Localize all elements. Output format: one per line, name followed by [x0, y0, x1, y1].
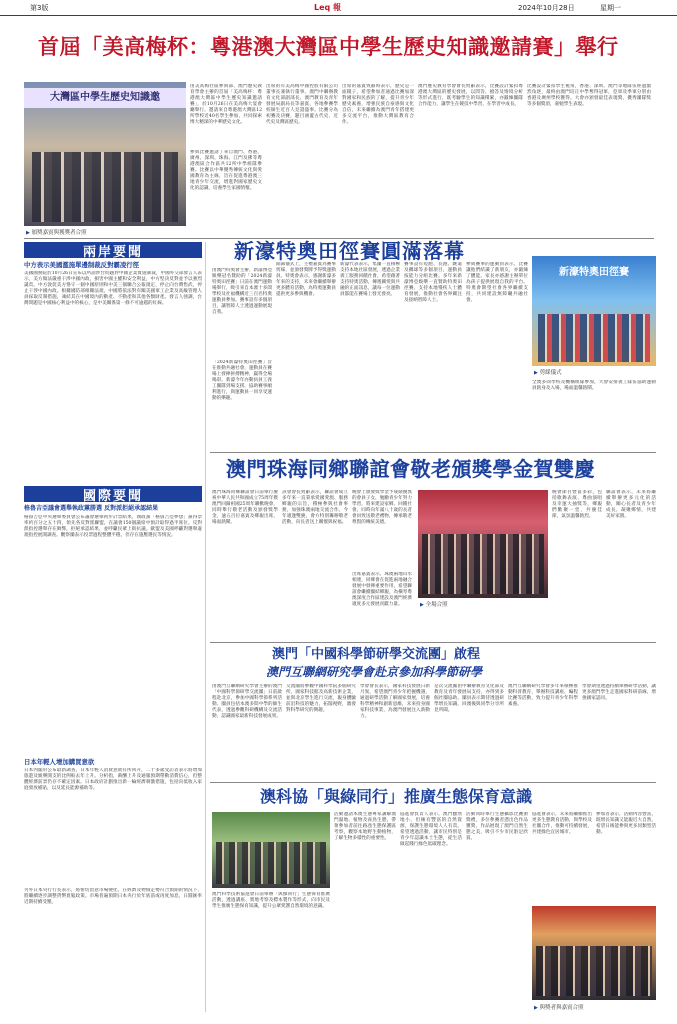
section-title-international: 國際要聞: [24, 486, 202, 502]
triangle-icon: ▶: [26, 230, 30, 236]
story2-col-3: 開幕儀式上，主禮嘉賓為賽事剪綵，並頒發獎牌予得獎運動員。特奧會表示，感謝新濠多年來的支持，未來會繼續舉辦更多體育活動，為特奧運動員提供更多參與機會。: [276, 262, 336, 297]
story2-col-1: 由澳門特奧會主辦、新濠博亞娛樂冠名贊助的「2024新濠特奧田徑賽」日前在澳門運動場舉行，吸引來自本澳十多間學校及社福機構近三百名特奧運動員參加。賽事設有多個項目，讓智障人士透過運動展現自我。: [212, 268, 272, 315]
divider: [210, 452, 656, 453]
section-title-cross-strait: 兩岸要聞: [24, 242, 202, 258]
people-row: [422, 534, 544, 594]
lead-photo-caption: ▶ 頒獎嘉賓與獲獎者合照: [26, 230, 87, 236]
sidebar-story4-body: 另外日本央行行長表示，將密切留意市場變化，在經濟及物價走勢符合預期的情況下，將繼續逐步調整貨幣寬鬆政策。市場普遍預期日本央行於年底前或再度加息，日圓匯率近期持續受壓。: [24, 888, 202, 905]
sidebar-story3-head: 日本年輕人增加購買意欲: [24, 758, 95, 766]
masthead: Leq 報: [314, 3, 342, 12]
story2-photo: [532, 256, 656, 366]
story5-photo: [212, 812, 330, 888]
story2-col-6: 參與賽事的運動員表示，比賽讓他們結識了新朋友，亦鍛煉了體能。家長亦感謝主辦單位為孩子提供展現自我的平台。特奧會期望社會各界繼續支持，共同建設無障礙共融社會。: [466, 262, 528, 303]
column-divider: [205, 242, 206, 1012]
story3-photo: [418, 490, 548, 598]
story4-col-5: 澳門互聯網研究學會多年來積極推動科普教育，舉辦科技講座、編程比賽等活動，致力提升青少年科學素養。: [508, 684, 578, 707]
people-row: [536, 946, 652, 996]
story3-photo-caption: ▶ 全場合照: [420, 602, 448, 608]
story5-photo-caption: ▶ 與獎者與嘉賓合照: [534, 1005, 584, 1011]
story4-col-4: 是次交流團由中聯辦教育文化部及教育及青年發展局支持，亦得到多個社團協助。團員表示期待透過研學增長知識，回澳後與同學分享所見所聞。: [434, 684, 504, 713]
story5-col-1: 澳門科學技術協進會日前舉辦「與綠同行」生態保育推廣活動，透過講座、實地考察及標本製作等形式，向市民及學生推廣生態保育知識，提升公眾愛護自然環境的意識。: [212, 892, 330, 909]
weekday: 星期一: [600, 4, 621, 12]
page-header: [0, 0, 677, 16]
story2-col-2: 「2024新濠特奧田徑賽」旨在推動共融社會，運動員在賽場上發揮拼搏精神，贏得全場喝彩。新濠今年亦動員員工義工團隊到場支援，協助賽事順利進行，與運動員一同享受運動的樂趣。: [212, 360, 272, 401]
people-row: [538, 314, 650, 362]
story5-col-4: 活動同時舉行生態攝影比賽頒獎禮，多位參賽者憑出色作品獲獎，作品展現了澳門自然生態之美，吸引不少市民駐足欣賞。: [466, 812, 528, 841]
story5-award-photo: [532, 906, 656, 1000]
story3-col-1: 澳門珠海同鄉聯誼會日前舉行慶祝中華人民共和國成立75周年暨澳門回歸祖國25周年聯歡晚會，同時舉行敬老活動及頒發獎學金，逾五百位嘉賓及鄉親出席，場面熱鬧。: [212, 490, 278, 525]
story3-col-3: 晚會上頒發獎學金予成績優異的會員子女，勉勵青少年努力學習，將來建設家鄉、回饋社會。同時向年滿八十歲的長者會員致送敬老禮物，傳承敬老尊賢的傳統美德。: [352, 490, 412, 525]
story5-col-6: 參加者表示，活動內容豐富，既增長知識又能親近大自然，希望日後能參與更多同類型活動。: [596, 812, 656, 835]
story4-col-6: 學會期望透過持續舉辦研學活動，讓更多澳門學生走進國家科研前線，增強國家認同。: [582, 684, 656, 701]
lead-col-2: 參與比賽邀請了來自澳門、香港、廣州、深圳、珠海、江門及佛等粵港澳區合作區共12所中學組隊參賽。比賽以中華優秀傳統文化與愛國教育為主線，旨在促進粵港澳三地青少年交流，增進對國家歷史文化的認識，培養學生家國情懷。: [190, 150, 262, 191]
story4-subheadline: 澳門互聯網研究學會赴京參加科學節研學: [266, 665, 483, 679]
story5-col-5: 協進會表示，未來將繼續推出更多生態教育活動，與學校及社團合作，推動可持續發展，共建綠色宜居城市。: [532, 812, 592, 835]
story2-col-4: 新濠代表表示，集團一直積極支持本地社區發展，透過企業義工服務回饋社會，希望藉著支持特奧活動，傳遞關愛與共融的正面訊息，讓每一位運動員都能在賽場上發光發亮。: [340, 262, 400, 297]
story3-headline: 澳門珠海同鄉聯誼會敬老頒獎學金賀雙慶: [226, 457, 595, 481]
lead-col-3: 出席的有美高梅中國控股有限公司董事長兼執行董事、澳門中聯辦教育文化部副部長、澳門教育及青年發展局副局長等嘉賓，各地參賽學校師生近百人見證盛事。比賽分為初賽及決賽，題目涵蓋古代史、近代史及灣區歷史。: [266, 84, 338, 125]
story2-photo-banner: 新濠特奧田徑賽: [559, 267, 629, 278]
divider: [210, 782, 656, 783]
sidebar-story2-head: 格魯吉亞議會選舉執政黨勝選 反對派拒絕承認結果: [24, 505, 159, 512]
story5-col-3: 協進會負責人表示，澳門雖然地小，但擁有豐富的自然資源，保護生態環境人人有責。希望透過活動，讓市民特別是青少年認識本土生態，從生活做起踐行綠色低碳理念。: [400, 812, 462, 847]
lead-col-1: 由美高梅社區參與部、澳門歷史教育學會主辦的首屆「美高梅杯：粵港澳大灣區中學生歷史知識邀請賽」，於10月26日在美高梅大宴會廳舉行。邀請來自粵港澳大灣區12所學校近40名學生參加，共同探索博大精深的中華歷史文化。: [190, 84, 262, 125]
lead-photo: [24, 82, 186, 226]
story3-col-4: 出席嘉賓表示，珠澳兩地山水相連，同鄉會在促進兩地融合發展中發揮重要作用，希望聯誼會繼續團結鄉親，為橫琴粵澳深度合作區建設及澳門經濟適度多元發展貢獻力量。: [352, 572, 412, 607]
story3-col-2: 該會會長致辭表示，聯誼會成立多年來一直秉承愛國愛澳、服務鄉親的宗旨，積極參與社會事務，加強珠澳兩地交流合作。今年適逢雙慶，會方特別籌辦敬老活動，向長者送上關懷與祝福。: [282, 490, 348, 525]
story4-col-1: 由澳門互聯網研究學會主辦的澳門「中國科學節研學交流團」日前啟程赴北京，參加中國科學節系列活動。團員包括本澳多間中學的師生代表，透過參觀科研機構及交流活動，認識國家最新科技發展成果。: [212, 684, 282, 719]
people-row: [32, 152, 178, 222]
story4-col-2: 交流團將參觀中國科學院多個研究所、國家科技館及高新技術企業，並與北京學生進行交流，親身體驗前沿科技的魅力，拓闊視野，激發對科學研究的興趣。: [286, 684, 356, 713]
sidebar-story2-body: 格魯吉亞中央選舉委員會公布議會選舉初步計票結果，執政黨「格魯吉亞夢想」黨得票率約百分之五十四，領先各反對派聯盟，在議會150個議席中預計取得過半席位。反對派指控選舉存在舞弊，拒絕承認結果，並呼籲民眾上街抗議。歐盟及美國呼籲對選舉違規指控展開調查。觀察團表示投票過程整體平穩，但存在施壓選民等情況。: [24, 515, 202, 538]
divider: [210, 642, 656, 643]
story4-col-3: 學會會長表示，國家科技發展日新月異，希望澳門青少年把握機遇，通過研學活動了解國家發展，培養科學精神和創新思維，未來投身國家科技事業，為澳門發展注入新動力。: [360, 684, 430, 719]
people-row: [216, 842, 326, 884]
story2-headline: 新濠特奧田徑賽圓滿落幕: [234, 239, 465, 263]
story4-headline: 澳門「中國科學節研學交流團」啟程: [272, 647, 481, 662]
lead-col-6: 比賽設計緊扣學生視角，香港、深圳、澳門等地隊伍經過激烈角逐，最終由澳門培正中學奪得冠軍，亞軍及季軍分別由香港及廣州學校獲得。大會亦頒發最佳表現獎、優秀團隊獎等多個獎項，嘉勉學生表現。: [527, 84, 651, 107]
story2-col-5: 賽事設有短跑、長跑、跳遠及擲球等多個項目，運動員按能力分組比賽。多年來新濠博亞娛樂一直贊助特奧田徑賽，支持本地殘疾人士體育發展，推動社會各界關注及接納智障人士。: [404, 262, 462, 303]
story5-headline: 澳科協「與綠同行」推廣生態保育意識: [260, 787, 533, 806]
triangle-icon: ▶: [534, 370, 538, 376]
lead-photo-banner: 大灣區中學生歷史知識邀: [24, 88, 186, 108]
sidebar-story3-body: 日本內閣府公布最新調查，日本年輕人消費意欲有所回升，二十多歲受訪者表示將增加旅遊及娛樂開支的比例較去年上升。分析指，薪酬上升及通脹預期帶動消費信心，但整體經濟前景仍存不確定因素。日本政府計劃推出新一輪經濟刺激措施，包括向低收入家庭發放補貼，以及延長能源補助等。: [24, 768, 202, 791]
story3-col-5: 晚會節目豐富多彩，包括歌舞表演、粵曲演唱及幸運大抽獎等，鄉親們歡聚一堂，共慶佳節，氣氛溫馨熱烈。: [552, 490, 602, 519]
triangle-icon: ▶: [534, 1005, 538, 1011]
story3-col-6: 聯誼會表示，未來將繼續舉辦更多元化的活動，關心長者及青少年成長，凝聚鄉情，共建美好家園。: [606, 490, 656, 519]
lead-headline: 首屆「美高梅杯：粵港澳大灣區中學生歷史知識邀請賽」舉行: [38, 34, 619, 59]
sidebar-story1-body: 美國國務院於10月26日宣布以所謂涉台問題對中國企業實施制裁，中國外交部發言人表示，美方做法嚴重干涉中國內政，損害中國主權和安全利益，中方堅決反對並予以強烈譴責。中方敦促美方恪守一個中國原則和中美三個聯合公報規定，停止向台灣售武，停止干涉中國內政。根據國防部相關法規，中國將依法對有關美國軍工企業及高級管理人員採取反制措施，凍結其在中國境內的動產、不動產和其他各類財產。發言人強調，台灣問題是中國核心利益中的核心，是中美關係第一條不可逾越的紅線。: [24, 271, 202, 306]
story5-col-2: 活動邀請本澳生態專家講解澳門濕地、植物及雀鳥生態，帶領參加者前往路氹生態保護區考察，觀察本地野生動植物，了解生物多樣性的重要性。: [334, 812, 396, 841]
sidebar-story1-head: 中方表示美國濫施單邊制裁反對霸凌行徑: [24, 261, 140, 269]
lead-col-4: 出席的嘉賓致辭時表示，歷史是一面鏡子，希望參加者通過比賽加深對國家和民族的了解，提升青少年歷史素養，增強民族自豪感與文化自信，未來繼續為澳門青年搭建更多交流平台，推動大灣區教育合作。: [342, 84, 414, 125]
story2-col-7: 全澳多間學校及機構組隊參加，大會安排義工隊伍協助運動員熱身及入場，場面溫馨熱鬧。: [532, 380, 656, 391]
triangle-icon: ▶: [420, 602, 424, 608]
story2-photo-caption: ▶ 剪綵儀式: [534, 370, 562, 376]
page-number: 第3版: [30, 4, 49, 12]
issue-date: 2024年10月28日: [518, 4, 575, 12]
lead-col-5: 澳門歷史教育學會會長致辭表示，比賽設計緊扣粵港澳大灣區的歷史發展，以問答、搶答及情境分析等形式進行，既考驗學生的知識積累，亦鍛煉團隊合作能力，讓學生在競技中學習，在學習中成長。: [418, 84, 523, 107]
